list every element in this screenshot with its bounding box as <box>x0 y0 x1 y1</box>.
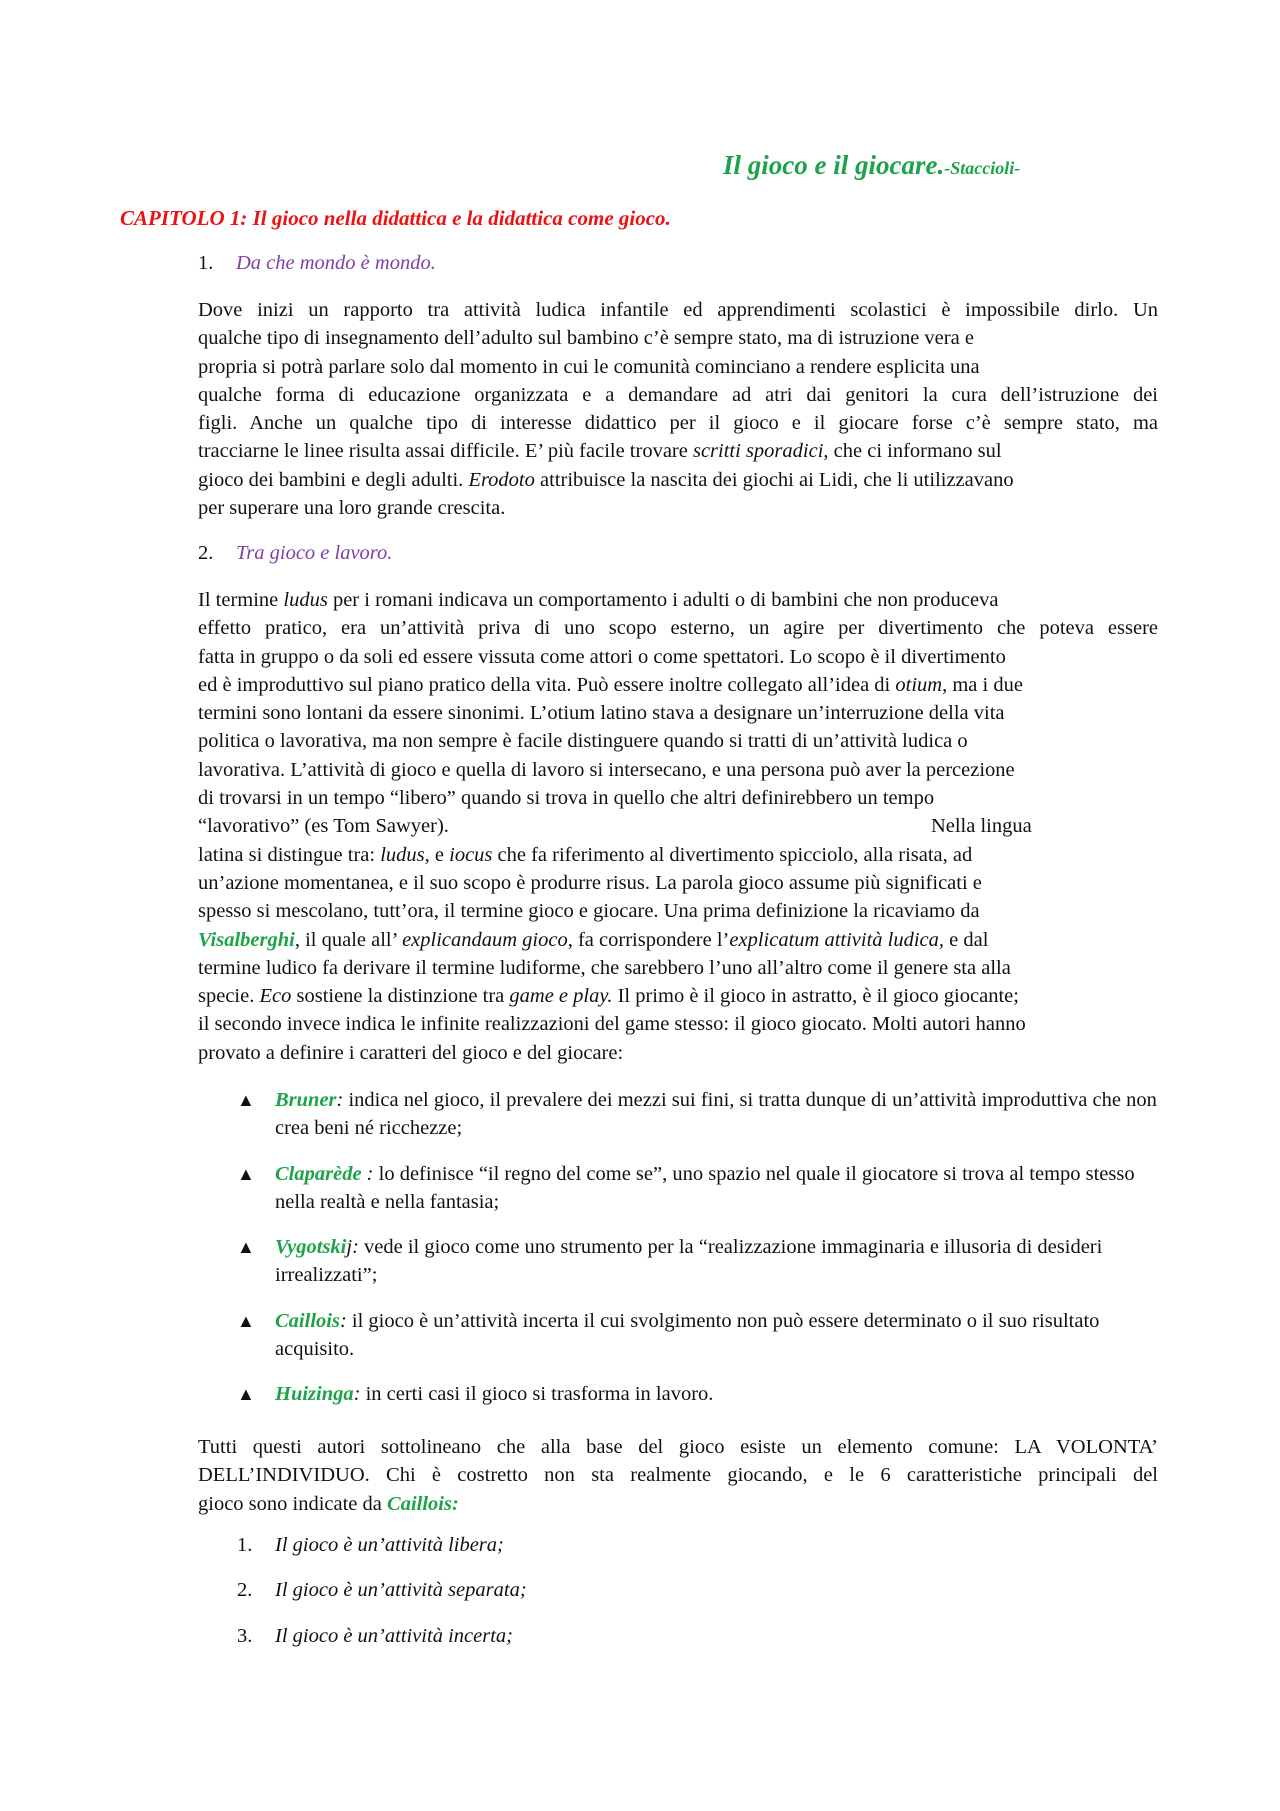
text-run: lo definisce “il regno del come se”, uno spazio nel quale il giocatore si trova al tempo stesso nella realtà e nella fantasia; <box>275 1162 1135 1213</box>
triangle-bullet-icon: ▲ <box>237 1237 255 1258</box>
document-title <box>723 150 1020 181</box>
text-run: specie. <box>198 985 260 1008</box>
text-line: spesso si mescolano, tutt’ora, il termine gioco e giocare. Una prima definizione la ricaviamo da <box>198 900 980 923</box>
text-line: propria si potrà parlare solo dal momento in cui le comunità cominciano a rendere esplicita una <box>198 355 980 378</box>
author-name: Visalberghi <box>198 928 295 951</box>
text-line <box>198 841 1158 869</box>
text-line: il secondo invece indica le infinite realizzazioni del game stesso: il gioco giocato. Molti autori hanno <box>198 1013 1026 1036</box>
text-line: qualche forma di educazione organizzata e a demandare ad atri dai genitori la cura dell’istruzione dei <box>198 383 1158 406</box>
characteristics-list <box>237 1531 527 1667</box>
list-item <box>237 1622 527 1650</box>
item-number: 2. <box>237 1579 253 1602</box>
item-text: Il gioco è un’attività libera; <box>275 1534 504 1556</box>
text-run: : <box>353 1383 361 1406</box>
text-run: tracciarne le linee risulta assai difficile. E’ più facile trovare <box>198 440 693 463</box>
text-run: e dal <box>944 928 989 951</box>
list-item <box>237 1576 527 1604</box>
text-run: otium <box>895 673 943 696</box>
text-run: gioco dei bambini e degli adulti. <box>198 468 469 491</box>
author-definitions-list <box>237 1086 1157 1426</box>
text-run: explicandaum gioco <box>402 928 568 951</box>
text-run: il gioco è un’attività incerta il cui svolgimento non può essere determinato o il suo risultato acquisito. <box>275 1309 1100 1361</box>
text-run: Il termine <box>198 589 284 611</box>
text-line: di trovarsi in un tempo “libero” quando si trova in quello che altri definirebbero un tempo <box>198 787 935 810</box>
text-run: : <box>361 1162 374 1185</box>
text-run: j: <box>346 1236 359 1259</box>
text-line: per superare una loro grande crescita. <box>198 497 506 520</box>
text-run: “lavorativo” (es Tom Sawyer). <box>198 815 449 838</box>
text-line: politica o lavorativa, ma non sempre è facile distinguere quando si tratti di un’attività ludica o <box>198 730 968 753</box>
text-line: Tutti questi autori sottolineano che alla base del gioco esiste un elemento comune: LA VOLONTA’ <box>198 1436 1158 1458</box>
triangle-bullet-icon: ▲ <box>237 1163 255 1184</box>
list-item <box>237 1233 1157 1290</box>
text-run: explicatum attività ludica, <box>729 928 945 951</box>
triangle-bullet-icon: ▲ <box>237 1310 255 1331</box>
text-line: Dove inizi un rapporto tra attività ludica infantile ed apprendimenti scolastici è impossibile dirlo. Un <box>198 299 1158 321</box>
text-run: Erodoto <box>468 468 535 491</box>
text-line <box>198 671 1158 699</box>
section-heading-1 <box>198 252 436 275</box>
text-run: ludus, <box>380 843 430 866</box>
author-name: Vygotski <box>275 1236 347 1259</box>
text-line <box>198 586 1158 614</box>
text-run: Nella lingua <box>930 815 1032 838</box>
section-number: 2. <box>198 542 214 564</box>
text-line: un’azione momentanea, e il suo scopo è produrre risus. La parola gioco assume più significati e <box>198 871 982 894</box>
text-run: per i romani indicava un comportamento i adulti o di bambini che non produceva <box>327 589 999 611</box>
text-line: qualche tipo di insegnamento dell’adulto sul bambino c’è sempre stato, ma di istruzione vera e <box>198 327 974 350</box>
text-run: , che ci informano sul <box>823 440 1002 463</box>
text-line: fatta in gruppo o da soli ed essere vissuta come attori o come spettatori. Lo scopo è il divertimento <box>198 645 1006 668</box>
triangle-bullet-icon: ▲ <box>237 1090 255 1110</box>
list-item <box>237 1380 1157 1408</box>
text-run: e <box>429 843 450 866</box>
text-run: latina si distingue tra: <box>198 843 381 866</box>
section-heading-2 <box>198 542 392 565</box>
list-item <box>237 1531 527 1559</box>
text-line: figli. Anche un qualche tipo di interesse didattico per il gioco e il giocare forse c’è sempre stato, ma <box>198 412 1158 435</box>
text-line: termini sono lontani da essere sinonimi. L’otium latino stava a designare un’interruzione della vita <box>198 702 1005 725</box>
text-run: , ma i due <box>942 673 1023 696</box>
text-line: provato a definire i caratteri del gioco e del giocare: <box>198 1041 624 1064</box>
text-line: lavorativa. L’attività di gioco e quella di lavoro si intersecano, e una persona può aver la percezione <box>198 758 1015 781</box>
item-number: 3. <box>237 1624 253 1647</box>
text-run: game e play. <box>509 985 613 1008</box>
triangle-bullet-icon: ▲ <box>237 1384 255 1405</box>
text-run: Eco <box>259 985 292 1008</box>
text-run: iocus <box>449 843 493 866</box>
section-title: Da che mondo è mondo. <box>236 252 436 274</box>
author-name: Huizinga <box>275 1383 354 1406</box>
paragraph-3 <box>198 1433 1158 1518</box>
text-run: indica nel gioco, il prevalere dei mezzi sui fini, si tratta dunque di un’attività improduttiva che non crea beni né ricchezze; <box>275 1089 1157 1140</box>
text-run: gioco sono indicate da <box>198 1492 388 1515</box>
section-title: Tra gioco e lavoro. <box>236 542 393 564</box>
text-run: , il quale all’ <box>294 928 403 951</box>
text-run: che fa riferimento al divertimento spicciolo, alla risata, ad <box>492 843 973 866</box>
item-number: 1. <box>237 1534 253 1556</box>
text-line <box>198 812 1158 840</box>
text-run: ludus <box>283 589 328 611</box>
text-run: attribuisce la nascita dei giochi ai Lidi, che li utilizzavano <box>534 468 1014 491</box>
item-text: Il gioco è un’attività separata; <box>275 1579 527 1602</box>
text-line <box>198 926 1158 954</box>
paragraph-1 <box>198 296 1158 522</box>
text-run: , fa corrispondere l’ <box>567 928 730 951</box>
text-run: Il primo è il gioco in astratto, è il gioco giocante; <box>612 985 1019 1008</box>
item-text: Il gioco è un’attività incerta; <box>275 1624 513 1647</box>
text-run: ed è improduttivo sul piano pratico della vita. Può essere inoltre collegato all’idea di <box>198 673 896 696</box>
section-number: 1. <box>198 252 214 274</box>
text-line: DELL’INDIVIDUO. Chi è costretto non sta realmente giocando, e le 6 caratteristiche principali del <box>198 1464 1158 1487</box>
title-author: -Staccioli- <box>944 158 1021 178</box>
text-line <box>198 466 1158 494</box>
text-line <box>198 982 1158 1010</box>
author-name: Caillois: <box>387 1492 459 1515</box>
list-item <box>237 1307 1157 1364</box>
text-run: : <box>339 1309 347 1332</box>
text-run: : <box>336 1089 344 1111</box>
text-run: in certi casi il gioco si trasforma in lavoro. <box>360 1383 714 1406</box>
title-main: Il gioco e il giocare. <box>723 150 945 180</box>
author-name: Bruner <box>275 1089 337 1111</box>
text-line: termine ludico fa derivare il termine ludiforme, che sarebbero l’uno all’altro come il genere sta alla <box>198 956 1011 979</box>
text-run: vede il gioco come uno strumento per la “realizzazione immaginaria e illusoria di desideri irrealizzati”; <box>275 1236 1103 1287</box>
text-line <box>198 1490 1158 1518</box>
list-item <box>237 1160 1157 1217</box>
author-name: Claparède <box>275 1162 362 1185</box>
author-name: Caillois <box>275 1309 340 1332</box>
list-item <box>237 1086 1157 1143</box>
chapter-heading: CAPITOLO 1: Il gioco nella didattica e la didattica come gioco. <box>120 206 671 230</box>
text-line <box>198 437 1158 465</box>
text-line: effetto pratico, era un’attività priva di uno scopo esterno, un agire per divertimento che poteva essere <box>198 617 1158 640</box>
paragraph-2 <box>198 586 1158 1067</box>
text-run: scritti sporadici <box>692 440 824 463</box>
text-run: sostiene la distinzione tra <box>291 985 510 1008</box>
